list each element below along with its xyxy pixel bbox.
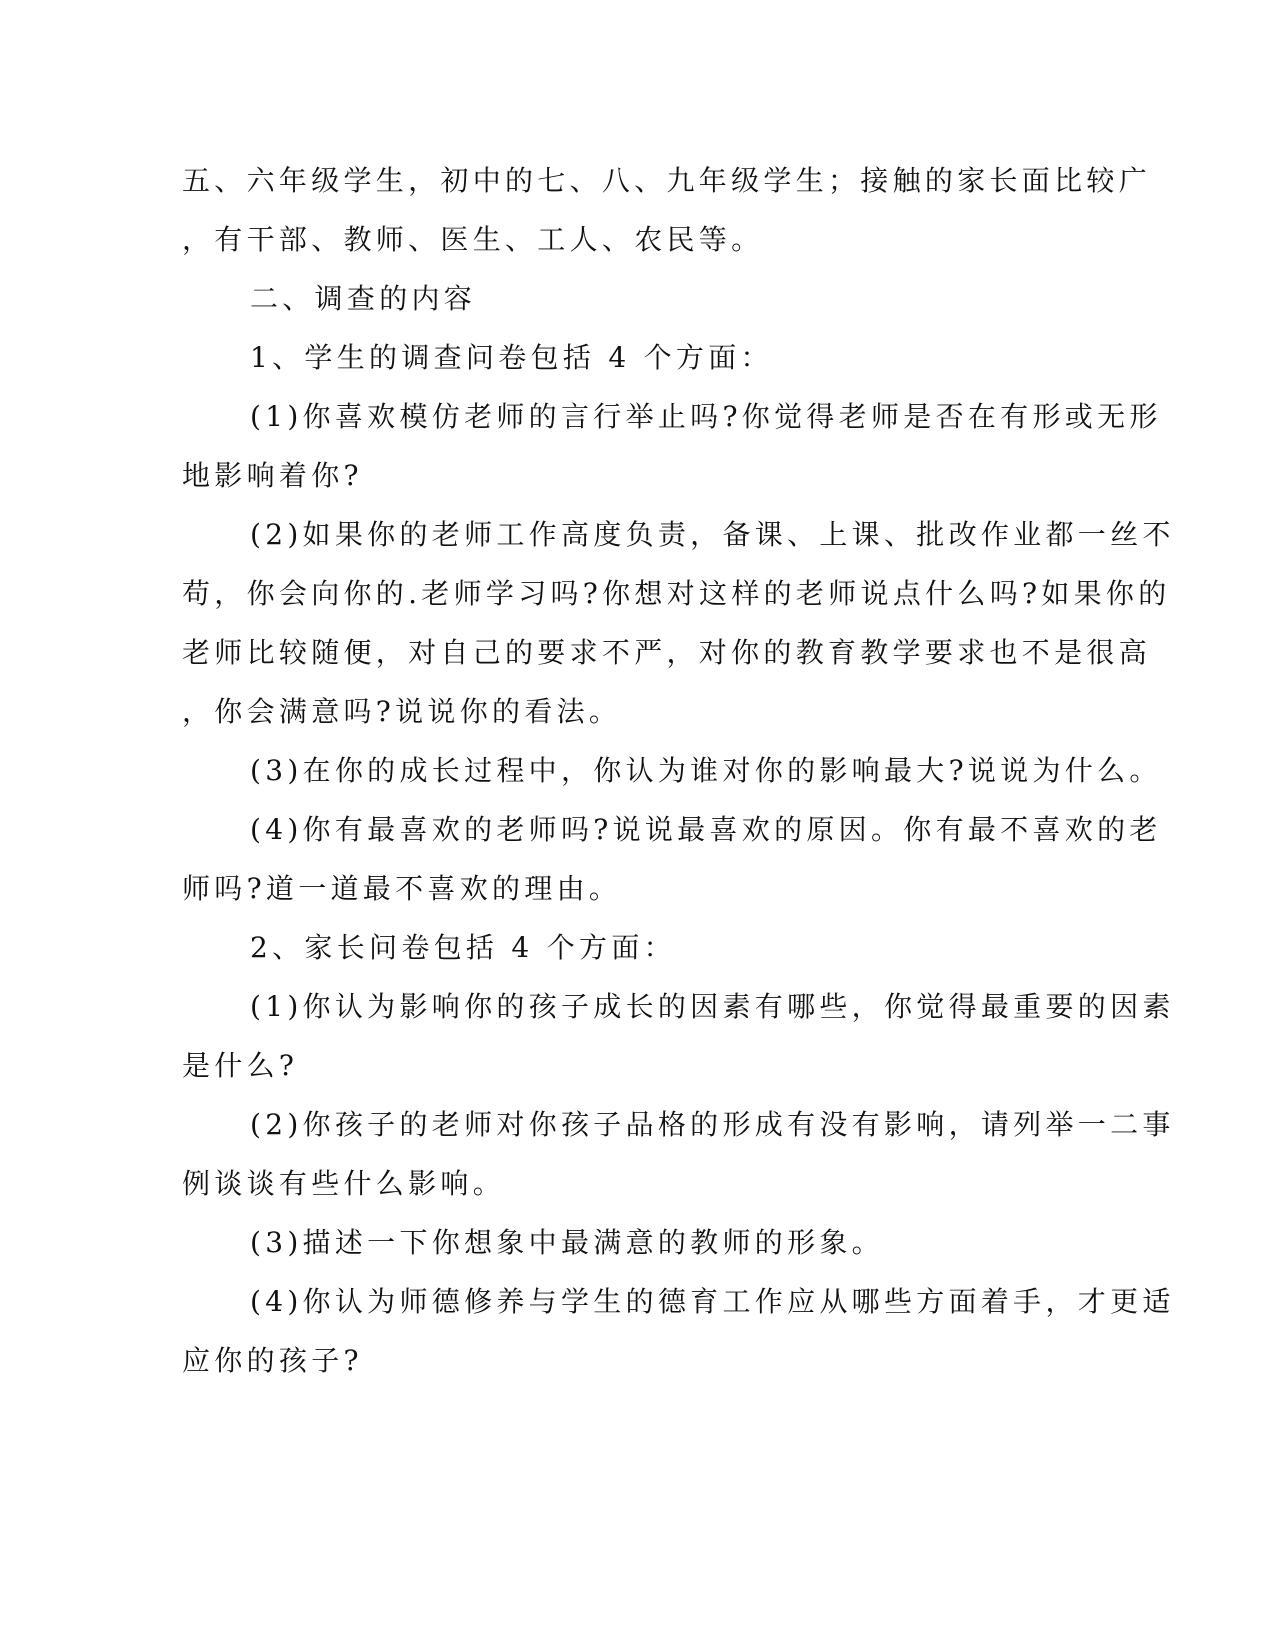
- question-line: (4)你有最喜欢的老师吗?说说最喜欢的原因。你有最不喜欢的老: [250, 813, 1162, 846]
- question-line: 应你的孩子?: [182, 1344, 363, 1377]
- question-line: 师吗?道一道最不喜欢的理由。: [182, 872, 622, 905]
- question-line: ，你会满意吗?说说你的看法。: [182, 695, 622, 728]
- question-line: (2)如果你的老师工作高度负责，备课、上课、批改作业都一丝不: [250, 518, 1175, 551]
- question-line: (1)你喜欢模仿老师的言行举止吗?你觉得老师是否在有形或无形: [250, 400, 1162, 433]
- question-line: (4)你认为师德修养与学生的德育工作应从哪些方面着手，才更适: [250, 1285, 1175, 1318]
- question-line: (3)在你的成长过程中，你认为谁对你的影响最大?说说为什么。: [250, 754, 1162, 787]
- question-line: (1)你认为影响你的孩子成长的因素有哪些，你觉得最重要的因素: [250, 990, 1175, 1023]
- subsection-heading: 2、家长问卷包括 4 个方面：: [250, 931, 676, 964]
- subsection-heading: 1、学生的调查问卷包括 4 个方面：: [250, 341, 773, 374]
- question-line: 苟，你会向你的.老师学习吗?你想对这样的老师说点什么吗?如果你的: [182, 577, 1171, 610]
- question-line: (3)描述一下你想象中最满意的教师的形象。: [250, 1226, 884, 1259]
- question-line: 地影响着你?: [182, 459, 363, 492]
- paragraph-line: 五、六年级学生，初中的七、八、九年级学生；接触的家长面比较广: [182, 164, 1152, 197]
- question-line: 例谈谈有些什么影响。: [182, 1167, 506, 1200]
- question-line: (2)你孩子的老师对你孩子品格的形成有没有影响，请列举一二事: [250, 1108, 1175, 1141]
- section-heading: 二、调查的内容: [250, 282, 477, 315]
- question-line: 老师比较随便，对自己的要求不严，对你的教育教学要求也不是很高: [182, 636, 1152, 669]
- question-line: 是什么?: [182, 1049, 299, 1082]
- paragraph-line: ，有干部、教师、医生、工人、农民等。: [182, 223, 764, 256]
